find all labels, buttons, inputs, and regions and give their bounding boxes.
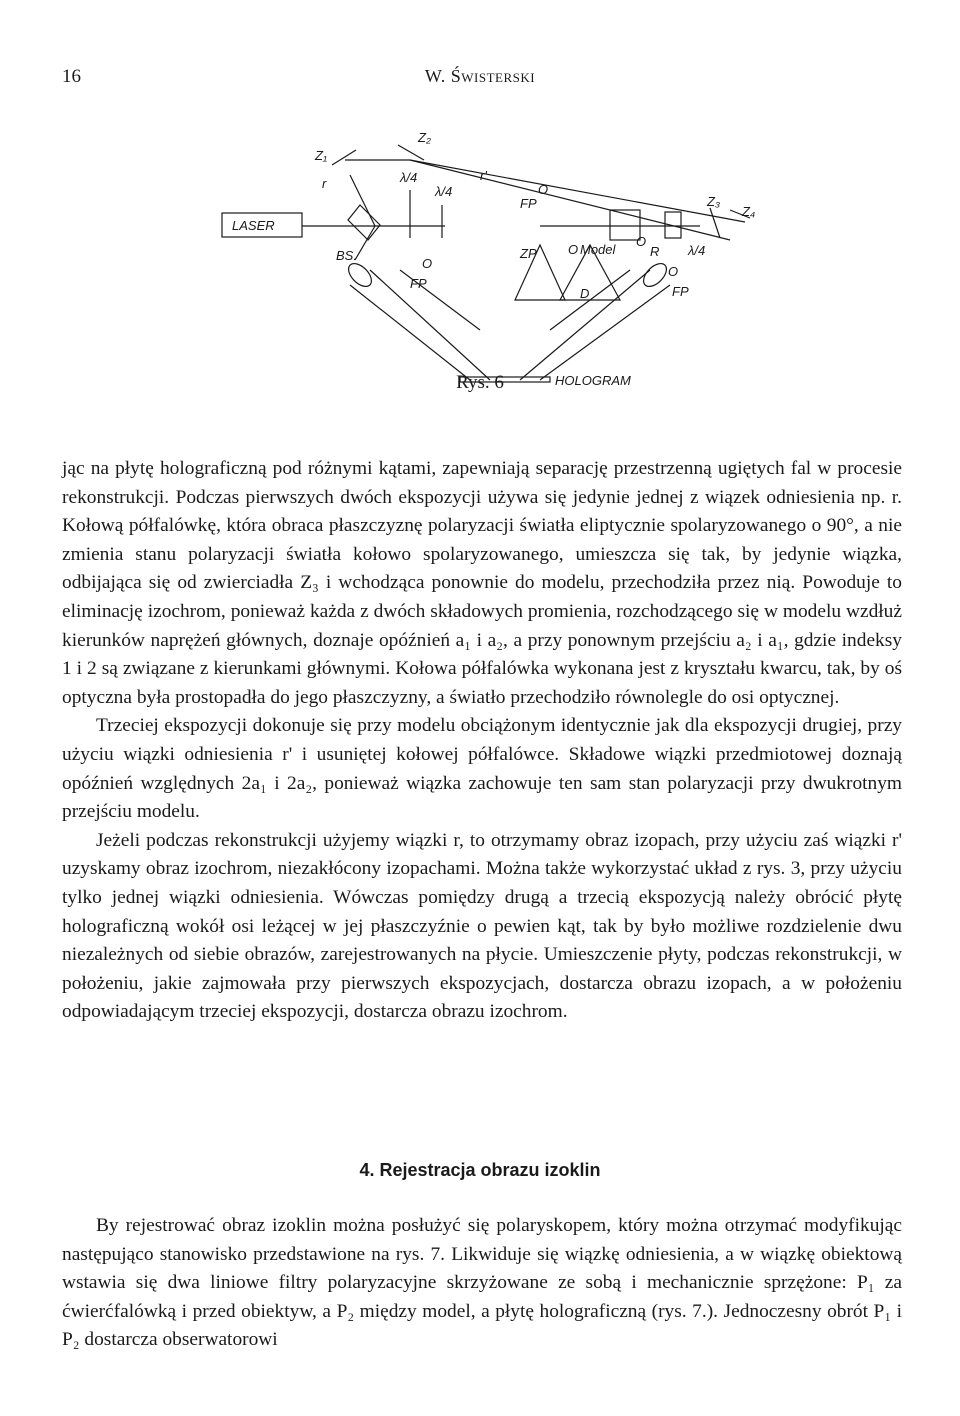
body-text — [62, 455, 902, 1027]
label-fp-left: FP — [410, 276, 427, 291]
label-model: Model — [580, 242, 616, 257]
label-bs: BS. — [336, 248, 357, 263]
mirror-z1 — [332, 150, 356, 165]
figure-diagram — [210, 130, 770, 400]
paragraph-1: jąc na płytę holograficzną pod różnymi kątami, zapewniają separację przestrzenną ugiętych fal w procesie rekonstrukcji. Podczas pierwszych dwóch ekspozycji używa się jedynie jednej z wiązek odniesienia np. r. Kołową półfalówkę, która obraca płaszczyznę polaryzacji światła eliptycznie spolaryzowanego o 90°, a nie zmienia stanu polaryzacji światła kołowo spolaryzowanego, umieszcza się tak, by jedynie wiązka, odbijająca się od zwierciadła Z₃ i wchodząca ponownie do modelu, przechodziła przez nią. Powoduje to eliminację izochrom, ponieważ każda z dwóch składowych promienia, rozchodzącego się w modelu wzdłuż kierunków naprężeń głównych, doznaje opóźnień a₁ i a₂, a przy ponownym przejściu a₂ i a₁, gdzie indeksy 1 i 2 są związane z kierunkami głównymi. Kołowa półfalówka wykonana jest z kryształu kwarcu, tak, by oś optyczna była prostopadła do jego płaszczyzny, a światło przechodziło równolegle do osi optycznej. — [62, 458, 902, 708]
label-r-prime: r' — [480, 168, 487, 183]
label-zp: ZP — [520, 246, 537, 261]
beam-to-z1 — [350, 175, 375, 226]
beam-right-down — [540, 285, 670, 380]
label-r-lens: R — [650, 244, 660, 259]
label-hologram: HOLOGRAM — [555, 373, 631, 388]
label-z4: Z₄ — [742, 204, 756, 219]
label-z1: Z₁ — [315, 148, 328, 163]
beam-z2-to-z4 — [410, 160, 745, 222]
label-d: D — [580, 286, 590, 301]
label-z2: Z₂ — [418, 130, 431, 145]
label-lambda4-3: λ/4 — [688, 243, 706, 258]
label-o-left: O — [422, 256, 433, 271]
label-lambda4-2: λ/4 — [435, 184, 453, 199]
body-text-section-4 — [62, 1212, 902, 1355]
mirror-z2 — [398, 145, 424, 160]
beam-left-down — [350, 285, 470, 380]
label-o-r: O — [636, 234, 647, 249]
label-o-right: O — [668, 264, 679, 279]
label-laser: LASER — [232, 218, 275, 233]
running-head — [0, 66, 960, 87]
paragraph-4: By rejestrować obraz izoklin można posłużyć się polaryskopem, który można otrzymać modyfikując następująco stanowisko przedstawione na rys. 7. Likwiduje się wiązkę odniesienia, a w wiązkę obiektową wstawia się dwa liniowe filtry polaryzacyjne skrzyżowane ze sobą i mechanicznie sprzężone: P₁ za ćwierćfalówką i przed obiektyw, a P₂ między model, a płytę holograficzną (rys. 7.). Jednoczesny obrót P₁ i P₂ dostarcza obserwatorowi — [62, 1215, 902, 1351]
label-lambda4-1: λ/4 — [400, 170, 418, 185]
lens-block — [665, 212, 681, 238]
paragraph-3: Jeżeli podczas rekonstrukcji użyjemy wiązki r, to otrzymamy obraz izopach, przy użyciu zaś wiązki r' uzyskamy obraz izochrom, niezakłócony izopachami. Można także wykorzystać układ z rys. 3, przy użyciu tylko jednej wiązki odniesienia. Wówczas pomiędzy drugą a trzecią ekspozycją należy obrócić płytę holograficzną wokół osi leżącej w jej płaszczyźnie o pewien kąt, tak by było możliwe rozdzielenie dwu niezależnych od siebie obrazów, zarejestrowanych na płycie. Umieszczenie płyty, podczas rekonstrukcji, w położeniu, jakie zajmowała przy pierwszych ekspozycjach, dostarcza obrazu izopach, a w położeniu odpowiadającym trzeciej ekspozycji, dostarcza obrazu izochrom. — [62, 829, 902, 1023]
beam-r-prime — [410, 160, 730, 240]
mirror-z3 — [710, 208, 720, 238]
author-name: Świsterski — [450, 66, 536, 86]
label-o-top: O — [538, 182, 549, 197]
label-z3: Z₃ — [707, 194, 721, 209]
lens-left — [344, 259, 375, 290]
beam-to-left-lens — [355, 226, 375, 260]
label-fp-right: FP — [672, 284, 689, 299]
label-fp-top: FP — [520, 196, 537, 211]
beam-left-down-2 — [370, 270, 490, 380]
section-title: 4. Rejestracja obrazu izoklin — [359, 1160, 601, 1180]
figure-caption: Rys. 6 — [456, 372, 504, 393]
label-o-model: O — [568, 242, 579, 257]
author-initial: W. — [424, 66, 446, 86]
beam-splitter — [348, 205, 380, 240]
paragraph-2: Trzeciej ekspozycji dokonuje się przy modelu obciążonym identycznie jak dla ekspozycji drugiej, przy użyciu wiązki odniesienia r' i usuniętej kołowej półfalówce. Składowe wiązki przedmiotowej doznają opóźnień względnych 2a₁ i 2a₂, ponieważ wiązka zachowuje ten sam stan polaryzacji przy dwukrotnym przejściu modelu. — [62, 715, 902, 823]
label-r: r — [322, 176, 327, 191]
page-number: 16 — [62, 66, 81, 87]
